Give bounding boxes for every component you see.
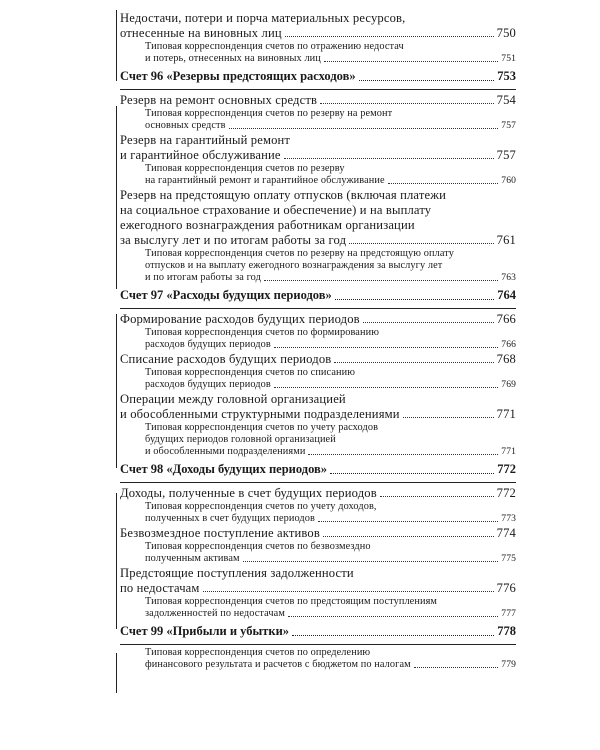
toc-section-98[interactable] [120,458,516,483]
section-title: Счет 98 «Доходы будущих периодов» [120,462,328,476]
section-title: Счет 99 «Прибыли и убытки» [120,624,290,638]
toc-section-97[interactable] [120,284,516,309]
toc-item-text: Резерв на гарантийный ремонт [120,133,291,147]
toc-subitem-text: финансового результата и расчетов с бюджетом по налогам [145,659,411,670]
toc-item-text: и гарантийное обслуживание [120,148,281,162]
leader-dots [203,591,494,592]
toc-subitem-text: расходов будущих периодов [145,339,271,350]
toc-item-text: Списание расходов будущих периодов [120,352,332,366]
leader-dots [274,347,498,348]
leader-dots [318,521,498,522]
leader-dots [334,362,493,363]
section-title: Счет 96 «Резервы предстоящих расходов» [120,69,356,83]
page-number: 757 [501,120,516,131]
leader-dots [274,387,498,388]
page-number: 750 [496,26,516,40]
leader-dots [403,417,494,418]
page-number: 764 [497,288,516,302]
page-number: 771 [501,446,516,457]
toc-subitem-text: и потерь, отнесенных на виновных лиц [145,53,321,64]
toc-subitem-text: полученным активам [145,553,240,564]
toc-subitem-result[interactable] [120,647,516,671]
leader-dots [288,616,498,617]
toc-item-text: Резерв на ремонт основных средств [120,93,318,107]
toc-item-text: Безвозмездное поступление активов [120,526,320,540]
page-number: 753 [497,69,516,83]
toc-subitem-text: Типовая корреспонденция счетов по списанию [145,367,356,378]
toc-subitem-text: Типовая корреспонденция счетов по учету доходов, [145,501,377,512]
toc-subitem-text: Типовая корреспонденция счетов по учету расходов [145,422,379,433]
page-number: 751 [501,53,516,64]
toc-subitem-text: отпусков и на выплату ежегодного вознаграждения за выслугу лет [145,260,443,271]
toc-item-text: ежегодного вознаграждения работникам организации [120,218,415,232]
leader-dots [285,36,494,37]
leader-dots [229,128,499,129]
toc-subitem-text: расходов будущих периодов [145,379,271,390]
toc-subitem-text: на гарантийный ремонт и гарантийное обслуживание [145,175,385,186]
page-number: 772 [496,486,516,500]
toc-subitem-text: Типовая корреспонденция счетов по отражению недостач [145,41,404,52]
page-number: 779 [501,659,516,670]
toc-subitem-text: Типовая корреспонденция счетов по безвозмездно [145,541,371,552]
leader-dots [324,61,498,62]
page-number: 761 [496,233,516,247]
toc-item-text: Резерв на предстоящую оплату отпусков (включая платежи [120,188,446,202]
toc-item-text: Операции между головной организацией [120,392,346,406]
page-number: 769 [501,379,516,390]
toc-subitem-text: и обособленными подразделениями [145,446,306,457]
group-rule [116,314,117,468]
toc-item-ops[interactable] [120,391,516,422]
group-rule [116,493,117,629]
leader-dots [359,80,495,81]
toc-subitem-text: Типовая корреспонденция счетов по резерву на ремонт [145,108,393,119]
toc-item-text: Недостачи, потери и порча материальных ресурсов, [120,11,406,25]
toc-item-text: за выслугу лет и по итогам работы за год [120,233,347,247]
toc-subitem-text: будущих периодов головной организацией [145,434,336,445]
page-number: 766 [496,312,516,326]
toc-subitem-vacation[interactable] [120,248,516,284]
toc-item-vacation[interactable] [120,187,516,248]
toc-item-text: и обособленными структурными подразделениями [120,407,400,421]
leader-dots [320,103,494,104]
page-number: 757 [496,148,516,162]
leader-dots [380,496,494,497]
toc-subitem-writeoff[interactable] [120,367,516,391]
toc-subitem-text: и по итогам работы за год [145,272,261,283]
table-of-contents [116,10,516,671]
leader-dots [323,536,494,537]
toc-subitem-text: Типовая корреспонденция счетов по резерву на предстоящую оплату [145,248,454,259]
toc-section-99[interactable] [120,620,516,645]
leader-dots [284,158,494,159]
toc-item-gratuitous[interactable] [120,525,516,541]
leader-dots [264,280,498,281]
page-number: 776 [496,581,516,595]
page-number: 763 [501,272,516,283]
toc-subitem-text: Типовая корреспонденция счетов по определению [145,647,371,658]
toc-item-debt[interactable] [120,565,516,596]
page-number: 772 [497,462,516,476]
toc-item-text: Формирование расходов будущих периодов [120,312,360,326]
group-rule [116,10,117,81]
section-title: Счет 97 «Расходы будущих периодов» [120,288,332,302]
toc-subitem-text: Типовая корреспонденция счетов по резерву [145,163,345,174]
toc-subitem-text: полученных в счет будущих периодов [145,513,315,524]
toc-item-income[interactable] [120,485,516,501]
page-number: 771 [496,407,516,421]
leader-dots [363,322,494,323]
page-number: 760 [501,175,516,186]
page-number: 775 [501,553,516,564]
toc-item-repair[interactable] [120,92,516,108]
toc-subitem-gratuitous[interactable] [120,541,516,565]
leader-dots [388,183,499,184]
toc-subitem-ops[interactable] [120,422,516,458]
toc-item-writeoff[interactable] [120,351,516,367]
toc-subitem-income[interactable] [120,501,516,525]
toc-subitem-shortages[interactable] [120,41,516,65]
toc-item-text: отнесенные на виновных лиц [120,26,282,40]
toc-subitem-warranty[interactable] [120,163,516,187]
leader-dots [308,454,498,455]
toc-subitem-forming[interactable] [120,327,516,351]
page-number: 774 [496,526,516,540]
toc-section-96[interactable] [120,65,516,90]
page-number: 754 [496,93,516,107]
toc-subitem-debt[interactable] [120,596,516,620]
leader-dots [243,561,499,562]
toc-item-warranty[interactable] [120,132,516,163]
toc-item-text: Доходы, полученные в счет будущих периодов [120,486,377,500]
group-rule [116,106,117,289]
toc-item-text: Предстоящие поступления задолженности [120,566,354,580]
toc-subitem-text: Типовая корреспонденция счетов по формированию [145,327,379,338]
leader-dots [335,299,495,300]
toc-item-text: на социальное страхование и обеспечение) и на выплату [120,203,432,217]
toc-subitem-text: задолженностей по недостачам [145,608,285,619]
leader-dots [330,473,494,474]
page-number: 778 [497,624,516,638]
page-number: 773 [501,513,516,524]
leader-dots [349,243,493,244]
toc-item-text: по недостачам [120,581,200,595]
group-rule [116,653,117,693]
toc-item-shortages[interactable] [120,10,516,41]
leader-dots [414,667,499,668]
toc-subitem-repair[interactable] [120,108,516,132]
page-number: 768 [496,352,516,366]
leader-dots [292,635,494,636]
toc-subitem-text: основных средств [145,120,226,131]
toc-item-forming[interactable] [120,311,516,327]
page-number: 777 [501,608,516,619]
page-number: 766 [501,339,516,350]
toc-subitem-text: Типовая корреспонденция счетов по предстоящим поступлениям [145,596,438,607]
